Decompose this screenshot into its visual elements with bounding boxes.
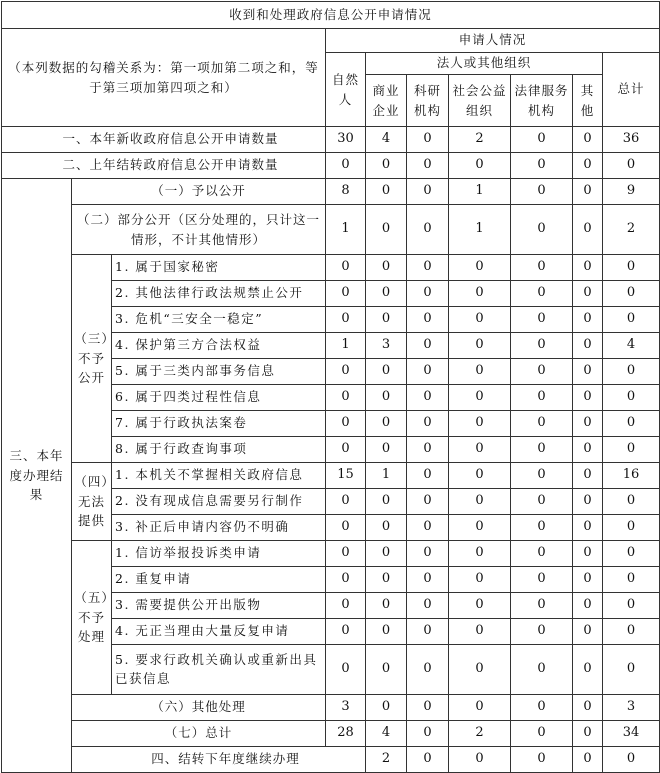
value-cell: 0	[407, 205, 449, 255]
natural-person-header: 自然人	[326, 53, 366, 127]
value-cell: 0	[603, 515, 660, 541]
value-cell: 0	[366, 411, 407, 437]
value-cell: 3	[603, 695, 660, 721]
value-cell: 0	[603, 489, 660, 515]
value-cell: 0	[326, 619, 366, 645]
value-cell: 0	[326, 567, 366, 593]
value-cell: 0	[326, 411, 366, 437]
value-cell: 0	[366, 593, 407, 619]
row-label: 5. 要求行政机关确认或重新出具已获信息	[112, 645, 326, 695]
value-cell: 0	[511, 593, 573, 619]
value-cell: 0	[366, 645, 407, 695]
value-cell: 0	[449, 359, 511, 385]
value-cell: 2	[366, 747, 407, 773]
value-cell: 0	[511, 489, 573, 515]
value-cell: 0	[603, 541, 660, 567]
value-cell: 0	[511, 333, 573, 359]
value-cell: 36	[603, 127, 660, 153]
row-carried-over	[2, 153, 660, 179]
row-label: 1. 属于国家秘密	[112, 255, 326, 281]
unable-group-label: （四）无法提供	[72, 463, 112, 541]
value-cell: 30	[326, 127, 366, 153]
value-cell: 0	[407, 619, 449, 645]
row-label: 二、上年结转政府信息公开申请数量	[2, 153, 326, 179]
value-cell: 0	[407, 593, 449, 619]
value-cell: 0	[573, 153, 603, 179]
value-cell: 0	[511, 153, 573, 179]
value-cell: 0	[603, 153, 660, 179]
value-cell: 0	[407, 695, 449, 721]
value-cell: 0	[511, 411, 573, 437]
value-cell: 0	[407, 127, 449, 153]
value-cell: 0	[326, 359, 366, 385]
value-cell: 0	[366, 359, 407, 385]
value-cell: 0	[407, 515, 449, 541]
value-cell: 0	[326, 307, 366, 333]
value-cell: 0	[449, 489, 511, 515]
value-cell: 0	[407, 721, 449, 747]
row-subtotal	[2, 721, 660, 747]
value-cell: 0	[407, 281, 449, 307]
value-cell: 0	[449, 255, 511, 281]
legal-service-header: 法律服务机构	[511, 75, 573, 127]
value-cell: 0	[603, 307, 660, 333]
value-cell: 0	[449, 281, 511, 307]
value-cell: 0	[449, 567, 511, 593]
value-cell: 0	[449, 695, 511, 721]
value-cell: 0	[573, 489, 603, 515]
value-cell: 0	[511, 515, 573, 541]
value-cell: 0	[366, 541, 407, 567]
value-cell: 0	[449, 619, 511, 645]
value-cell: 0	[407, 359, 449, 385]
value-cell: 0	[603, 255, 660, 281]
value-cell: 2	[449, 127, 511, 153]
value-cell: 0	[366, 255, 407, 281]
value-cell: 0	[573, 127, 603, 153]
value-cell: 0	[326, 437, 366, 463]
value-cell: 0	[573, 567, 603, 593]
value-cell: 0	[326, 489, 366, 515]
value-cell: 0	[449, 515, 511, 541]
row-label: （一）予以公开	[72, 179, 326, 205]
value-cell: 0	[449, 411, 511, 437]
row-label: 2. 没有现成信息需要另行制作	[112, 489, 326, 515]
value-cell: 0	[366, 567, 407, 593]
value-cell: 0	[366, 437, 407, 463]
value-cell: 0	[573, 333, 603, 359]
value-cell: 0	[366, 515, 407, 541]
value-cell: 0	[449, 541, 511, 567]
value-cell: 0	[573, 747, 603, 773]
value-cell: 0	[407, 307, 449, 333]
row-label: 7. 属于行政执法案卷	[112, 411, 326, 437]
value-cell: 3	[366, 333, 407, 359]
row-label: 3. 需要提供公开出版物	[112, 593, 326, 619]
value-cell: 0	[407, 645, 449, 695]
value-cell: 28	[326, 721, 366, 747]
value-cell: 0	[407, 179, 449, 205]
value-cell: 0	[366, 205, 407, 255]
row-label: 2. 重复申请	[112, 567, 326, 593]
header-row-1	[2, 29, 660, 53]
value-cell: 0	[511, 463, 573, 489]
value-cell: 0	[573, 255, 603, 281]
value-cell: 1	[366, 463, 407, 489]
not-open-group-row	[2, 255, 660, 281]
value-cell: 0	[449, 437, 511, 463]
value-cell: 0	[573, 281, 603, 307]
row-new-applications	[2, 127, 660, 153]
title-row	[2, 2, 660, 29]
value-cell: 0	[603, 747, 660, 773]
value-cell: 4	[366, 127, 407, 153]
value-cell: 0	[366, 695, 407, 721]
value-cell: 0	[326, 541, 366, 567]
value-cell: 0	[407, 541, 449, 567]
value-cell: 1	[449, 179, 511, 205]
info-disclosure-table	[1, 1, 660, 773]
value-cell: 0	[511, 359, 573, 385]
value-cell: 4	[366, 721, 407, 747]
value-cell: 0	[326, 385, 366, 411]
value-cell: 0	[573, 619, 603, 645]
commercial-header: 商业企业	[366, 75, 407, 127]
value-cell: 0	[449, 747, 511, 773]
value-cell: 0	[603, 645, 660, 695]
value-cell: 16	[603, 463, 660, 489]
value-cell: 0	[366, 179, 407, 205]
value-cell: 0	[366, 307, 407, 333]
value-cell: 0	[407, 255, 449, 281]
value-cell: 1	[449, 205, 511, 255]
section3-label: 三、本年度办理结果	[2, 179, 72, 773]
value-cell: 0	[573, 645, 603, 695]
row-open	[2, 179, 660, 205]
row-label: 四、结转下年度继续办理	[72, 747, 366, 773]
row-label: 1. 信访举报投诉类申请	[112, 541, 326, 567]
value-cell: 0	[449, 307, 511, 333]
social-welfare-header: 社会公益组织	[449, 75, 511, 127]
value-cell: 0	[511, 437, 573, 463]
value-cell: 0	[573, 205, 603, 255]
value-cell: 0	[407, 567, 449, 593]
value-cell: 0	[511, 645, 573, 695]
value-cell: 0	[366, 153, 407, 179]
value-cell: 34	[603, 721, 660, 747]
row-label: 3. 补正后申请内容仍不明确	[112, 515, 326, 541]
row-label: （七）总计	[72, 721, 326, 747]
row-label: 1. 本机关不掌握相关政府信息	[112, 463, 326, 489]
value-cell: 1	[326, 205, 366, 255]
value-cell: 0	[407, 463, 449, 489]
row-other-handling	[2, 695, 660, 721]
value-cell: 0	[603, 411, 660, 437]
value-cell: 4	[603, 333, 660, 359]
value-cell: 0	[366, 619, 407, 645]
value-cell: 0	[603, 437, 660, 463]
row-label: 8. 属于行政查询事项	[112, 437, 326, 463]
value-cell: 0	[511, 385, 573, 411]
value-cell: 2	[449, 721, 511, 747]
value-cell: 3	[326, 695, 366, 721]
value-cell: 0	[407, 489, 449, 515]
value-cell: 0	[511, 619, 573, 645]
row-label: （六）其他处理	[72, 695, 326, 721]
row-label: 3. 危机“三安全一稳定”	[112, 307, 326, 333]
value-cell: 0	[326, 645, 366, 695]
value-cell: 0	[603, 281, 660, 307]
value-cell: 0	[511, 747, 573, 773]
row-partial	[2, 205, 660, 255]
value-cell: 0	[573, 307, 603, 333]
value-cell: 9	[603, 179, 660, 205]
legal-group-header: 法人或其他组织	[366, 53, 603, 75]
value-cell: 0	[449, 385, 511, 411]
not-processed-group-label: （五）不予处理	[72, 541, 112, 695]
unable-group-row	[2, 463, 660, 489]
applicant-group-header: 申请人情况	[326, 29, 660, 53]
value-cell: 0	[326, 593, 366, 619]
value-cell: 0	[511, 721, 573, 747]
value-cell: 0	[449, 645, 511, 695]
row-label: （二）部分公开（区分处理的，只计这一情形，不计其他情形）	[72, 205, 326, 255]
value-cell: 0	[573, 463, 603, 489]
value-cell: 0	[573, 593, 603, 619]
value-cell: 2	[603, 205, 660, 255]
value-cell: 0	[573, 359, 603, 385]
value-cell: 0	[366, 489, 407, 515]
value-cell: 0	[573, 721, 603, 747]
value-cell: 0	[511, 179, 573, 205]
row-label: 5. 属于三类内部事务信息	[112, 359, 326, 385]
value-cell: 0	[573, 411, 603, 437]
value-cell: 0	[511, 127, 573, 153]
value-cell: 0	[449, 333, 511, 359]
research-header: 科研机构	[407, 75, 449, 127]
value-cell: 0	[603, 619, 660, 645]
value-cell: 0	[366, 385, 407, 411]
other-header: 其他	[573, 75, 603, 127]
not-processed-group-row	[2, 541, 660, 567]
row-carry-next-year	[2, 747, 660, 773]
value-cell: 0	[573, 541, 603, 567]
value-cell: 0	[326, 515, 366, 541]
value-cell: 0	[511, 205, 573, 255]
value-cell: 0	[326, 281, 366, 307]
row-label: 4. 无正当理由大量反复申请	[112, 619, 326, 645]
value-cell: 0	[407, 747, 449, 773]
value-cell: 0	[603, 359, 660, 385]
value-cell: 0	[449, 463, 511, 489]
value-cell: 0	[407, 411, 449, 437]
note-cell: （本列数据的勾稽关系为：第一项加第二项之和，等于第三项加第四项之和）	[2, 29, 326, 127]
value-cell: 0	[407, 153, 449, 179]
value-cell: 0	[573, 515, 603, 541]
value-cell: 0	[449, 593, 511, 619]
value-cell: 0	[326, 153, 366, 179]
value-cell: 0	[603, 385, 660, 411]
value-cell: 8	[326, 179, 366, 205]
total-header: 总计	[603, 53, 660, 127]
value-cell: 0	[407, 333, 449, 359]
table-title: 收到和处理政府信息公开申请情况	[2, 2, 660, 29]
value-cell: 15	[326, 463, 366, 489]
not-open-group-label: （三）不予公开	[72, 255, 112, 463]
value-cell: 0	[603, 593, 660, 619]
value-cell: 0	[511, 281, 573, 307]
value-cell: 0	[511, 307, 573, 333]
row-label: 6. 属于四类过程性信息	[112, 385, 326, 411]
value-cell: 1	[326, 333, 366, 359]
value-cell: 0	[511, 695, 573, 721]
value-cell: 0	[366, 281, 407, 307]
row-label: 一、本年新收政府信息公开申请数量	[2, 127, 326, 153]
value-cell: 0	[407, 385, 449, 411]
value-cell: 0	[573, 695, 603, 721]
value-cell: 0	[407, 437, 449, 463]
row-label: 2. 其他法律行政法规禁止公开	[112, 281, 326, 307]
value-cell: 0	[573, 437, 603, 463]
value-cell: 0	[511, 255, 573, 281]
row-label: 4. 保护第三方合法权益	[112, 333, 326, 359]
value-cell: 0	[573, 385, 603, 411]
value-cell: 0	[511, 541, 573, 567]
value-cell: 0	[603, 567, 660, 593]
value-cell: 0	[326, 255, 366, 281]
value-cell: 0	[449, 153, 511, 179]
value-cell: 0	[573, 179, 603, 205]
value-cell: 0	[511, 567, 573, 593]
